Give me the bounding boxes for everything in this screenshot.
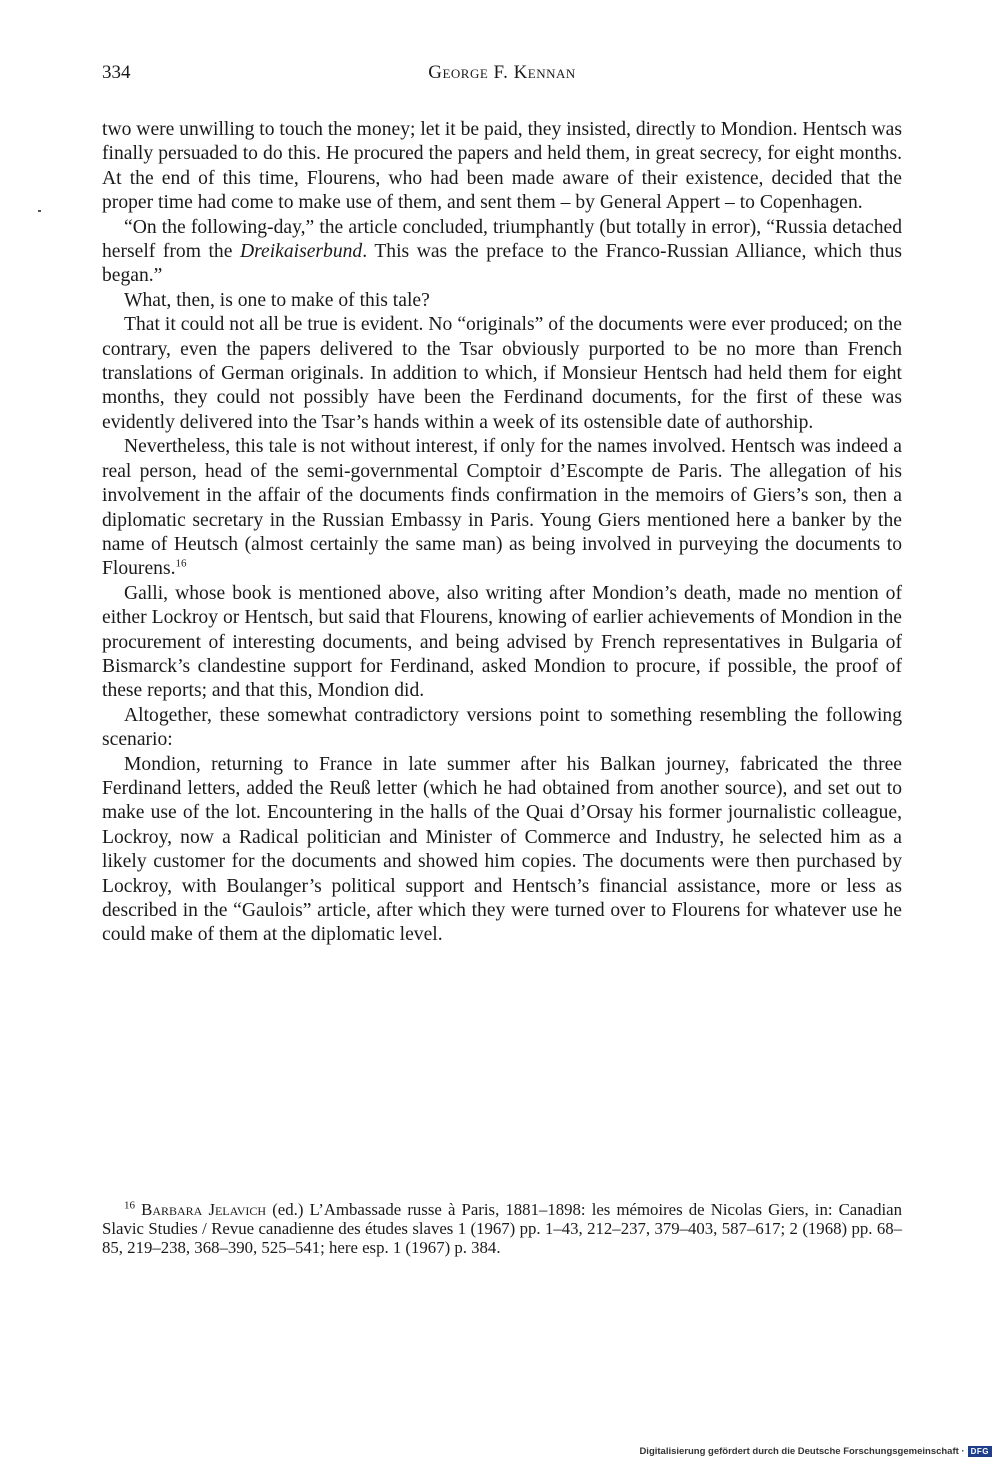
footnote-16: [102, 1200, 902, 1258]
paragraph-8: Mondion, returning to France in late summer after his Balkan journey, fabricated the three Ferdinand letters, added the Reuß letter (which he had obtained from another source), and set out to make use of the lot. Encountering in the halls of the Quai d’Orsay his former journalistic colleague, Lockroy, now a Radical politician and Minister of Commerce and Industry, he selected him as a likely customer for the documents and showed him copies. The documents were then purchased by Lockroy, with Boulanger’s political support and Hentsch’s financial assistance, more or less as described in the “Gaulois” article, after which they were turned over to Flourens for whatever use he could make of them at the diplomatic level.: [102, 753, 902, 946]
page-header: [102, 62, 902, 92]
paragraph-1: two were unwilling to touch the money; let it be paid, they insisted, directly to Mondion. Hentsch was finally persuaded to do this. He procured the papers and held them, in great secrecy, for eight months. At the end of this time, Flourens, who had been made aware of their existence, decided that the proper time had come to make use of them, and sent them – by General Appert – to Copenhagen.: [102, 119, 902, 214]
body-text: [102, 118, 902, 948]
paragraph-2-end: . This was the preface to the Franco-Russian Alliance, which thus began.”: [102, 241, 902, 287]
paragraph-4: That it could not all be true is evident. No “originals” of the documents were ever produced; on the contrary, even the papers delivered to the Tsar obviously purported to be no more than French translations of German originals. In addition to which, if Monsieur Hentsch had held them for eight months, they could not possibly have been the Ferdinand documents, for the first of these was evidently delivered into the Tsar’s hands within a week of its ostensible date of authorship.: [102, 314, 902, 433]
paragraph-6: Galli, whose book is mentioned above, also writing after Mondion’s death, made no mention of either Lockroy or Hentsch, but said that Flourens, knowing of earlier achievements of Mondion in the procurement of interesting documents, and being advised by French representatives in Bulgaria of Bismarck’s clandestine support for Ferdinand, asked Mondion to procure, if possible, the proof of these reports; and that this, Mondion did.: [102, 582, 902, 702]
dreikaiserbund-italic: Dreikaiserbund: [239, 241, 363, 263]
footnote-text: (ed.) L’Ambassade russe à Paris, 1881–1898: les mémoires de Nicolas Giers, in: Canadian Slavic Studies / Revue canadienne des études slaves 1 (1967) pp. 1–43, 212–237, 379–403, 587–617; 2 (1968) pp. 68–85, 219–238, 368–390, 525–541; here esp. 1 (1967) p. 384.: [102, 1200, 902, 1258]
paragraph-7: Altogether, these somewhat contradictory versions point to something resembling the following scenario:: [102, 704, 902, 751]
footnote-author: Barbara Jelavich: [141, 1200, 267, 1219]
footnote-ref-16[interactable]: 16: [175, 557, 187, 570]
paragraph-3: What, then, is one to make of this tale?: [124, 289, 430, 311]
digitization-credit: [639, 1444, 992, 1458]
scan-speck: [38, 210, 41, 212]
paragraph-5: [102, 435, 902, 581]
paragraph-2: [102, 216, 902, 289]
page-number: 334: [102, 62, 131, 83]
paragraph-2-start: “On the following-day,” the article concluded, triumphantly (but totally in error), “Russia detached herself from the: [102, 216, 902, 263]
paragraph-5-text: Nevertheless, this tale is not without interest, if only for the names involved. Hentsch was indeed a real person, head of the semi-governmental Comptoir d’Escompte de Paris. The allegation of his involvement in the affair of the documents finds confirmation in the memoirs of Giers’s son, then a diplomatic secretary in the Russian Embassy in Paris. Young Giers mentioned here a banker by the name of Heutsch (almost certainly the same man) as being involved in purveying the documents to Flourens.: [102, 436, 902, 580]
dfg-logo-icon: DFG: [968, 1446, 992, 1457]
credit-text: Digitalisierung gefördert durch die Deutsche Forschungsgemeinschaft ·: [639, 1445, 965, 1457]
running-head: George F. Kennan: [428, 62, 576, 83]
footnote-number: 16: [124, 1199, 135, 1212]
